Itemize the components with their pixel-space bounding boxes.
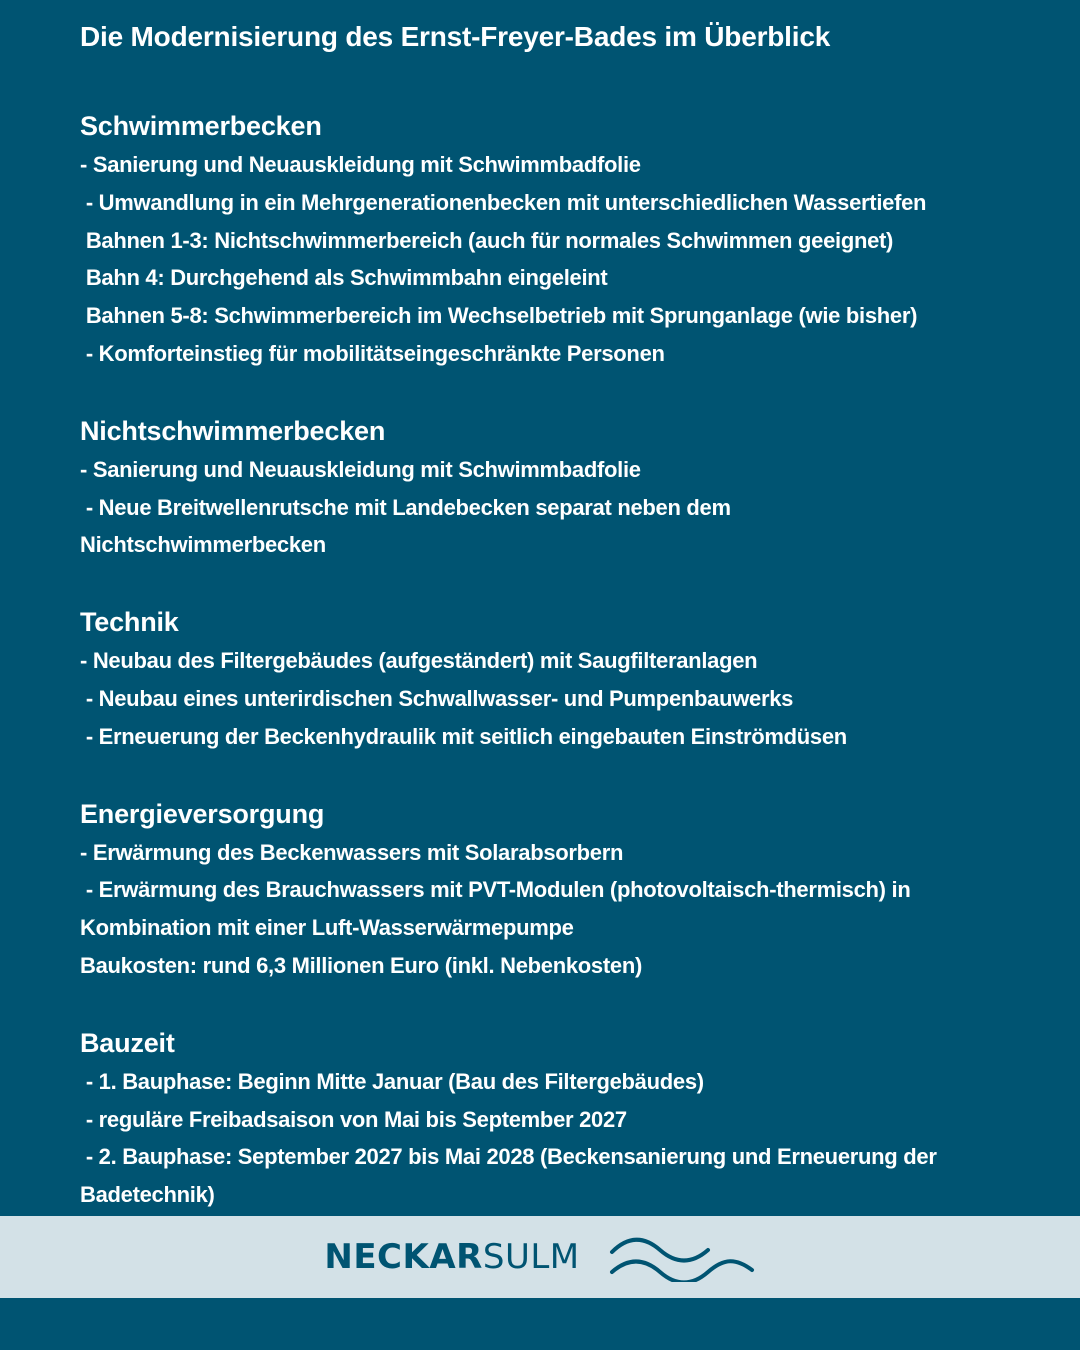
section-line: - Erneuerung der Beckenhydraulik mit seitlich eingebauten Einströmdüsen	[80, 723, 847, 749]
logo-text-neckar: NECKAR	[324, 1237, 483, 1277]
logo-text-sulm: SULM	[482, 1237, 580, 1277]
section-line: - reguläre Freibadsaison von Mai bis September 2027	[80, 1106, 627, 1132]
section-line: - Umwandlung in ein Mehrgenerationenbecken mit unterschiedlichen Wassertiefen	[80, 189, 927, 215]
section-body	[80, 642, 1020, 755]
section-heading: Technik	[80, 607, 179, 638]
section-line: - Neubau eines unterirdischen Schwallwasser- und Pumpenbauwerks	[80, 685, 794, 711]
section-line: - Erwärmung des Beckenwassers mit Solarabsorbern	[80, 839, 624, 865]
section-heading: Schwimmerbecken	[80, 111, 322, 141]
section-line: Bahnen 1-3: Nichtschwimmerbereich (auch für normales Schwimmen geeignet)	[80, 227, 894, 253]
section-body	[80, 834, 1020, 985]
section	[80, 794, 1020, 985]
content-area	[80, 18, 1020, 1252]
section-heading: Bauzeit	[80, 1027, 175, 1058]
section-line: Baukosten: rund 6,3 Millionen Euro (inkl. Nebenkosten)	[80, 952, 642, 978]
section-line: Nichtschwimmerbecken	[80, 532, 326, 558]
section-line: - Sanierung und Neuauskleidung mit Schwimmbadfolie	[80, 152, 641, 177]
wave-icon	[608, 1232, 756, 1282]
section-line: - Neubau des Filtergebäudes (aufgeständert) mit Saugfilteranlagen	[80, 648, 758, 674]
section	[80, 1023, 1020, 1214]
section-line: Bahnen 5-8: Schwimmerbereich im Wechselbetrieb mit Sprunganlage (wie bisher)	[80, 303, 918, 329]
section-line: - Komforteinstieg für mobilitätseingeschränkte Personen	[80, 340, 665, 366]
section	[80, 602, 1020, 755]
section-body	[80, 1063, 1020, 1214]
section-line: Badetechnik)	[80, 1182, 215, 1208]
page-title: Die Modernisierung des Ernst-Freyer-Bades im Überblick	[80, 21, 831, 52]
section-line: - Neue Breitwellenrutsche mit Landebecken separat neben dem	[80, 494, 731, 520]
section-line: - Erwärmung des Brauchwassers mit PVT-Modulen (photovoltaisch-thermisch) in	[80, 877, 911, 903]
section	[80, 106, 1020, 373]
section-line: - Sanierung und Neuauskleidung mit Schwimmbadfolie	[80, 456, 641, 482]
section-line: Bahn 4: Durchgehend als Schwimmbahn eingeleint	[80, 265, 608, 291]
logo-wordmark	[324, 1237, 579, 1277]
section-heading: Nichtschwimmerbecken	[80, 415, 386, 446]
section-body	[80, 146, 1020, 373]
section-line: Kombination mit einer Luft-Wasserwärmepumpe	[80, 915, 574, 941]
section	[80, 411, 1020, 564]
neckarsulm-logo	[324, 1232, 755, 1282]
section-body	[80, 451, 1020, 564]
sections-list	[80, 106, 1020, 1214]
footer-band	[0, 1216, 1080, 1298]
section-line: - 1. Bauphase: Beginn Mitte Januar (Bau des Filtergebäudes)	[80, 1068, 704, 1094]
section-heading: Energieversorgung	[80, 798, 325, 829]
section-line: - 2. Bauphase: September 2027 bis Mai 2028 (Beckensanierung und Erneuerung der	[80, 1144, 937, 1170]
